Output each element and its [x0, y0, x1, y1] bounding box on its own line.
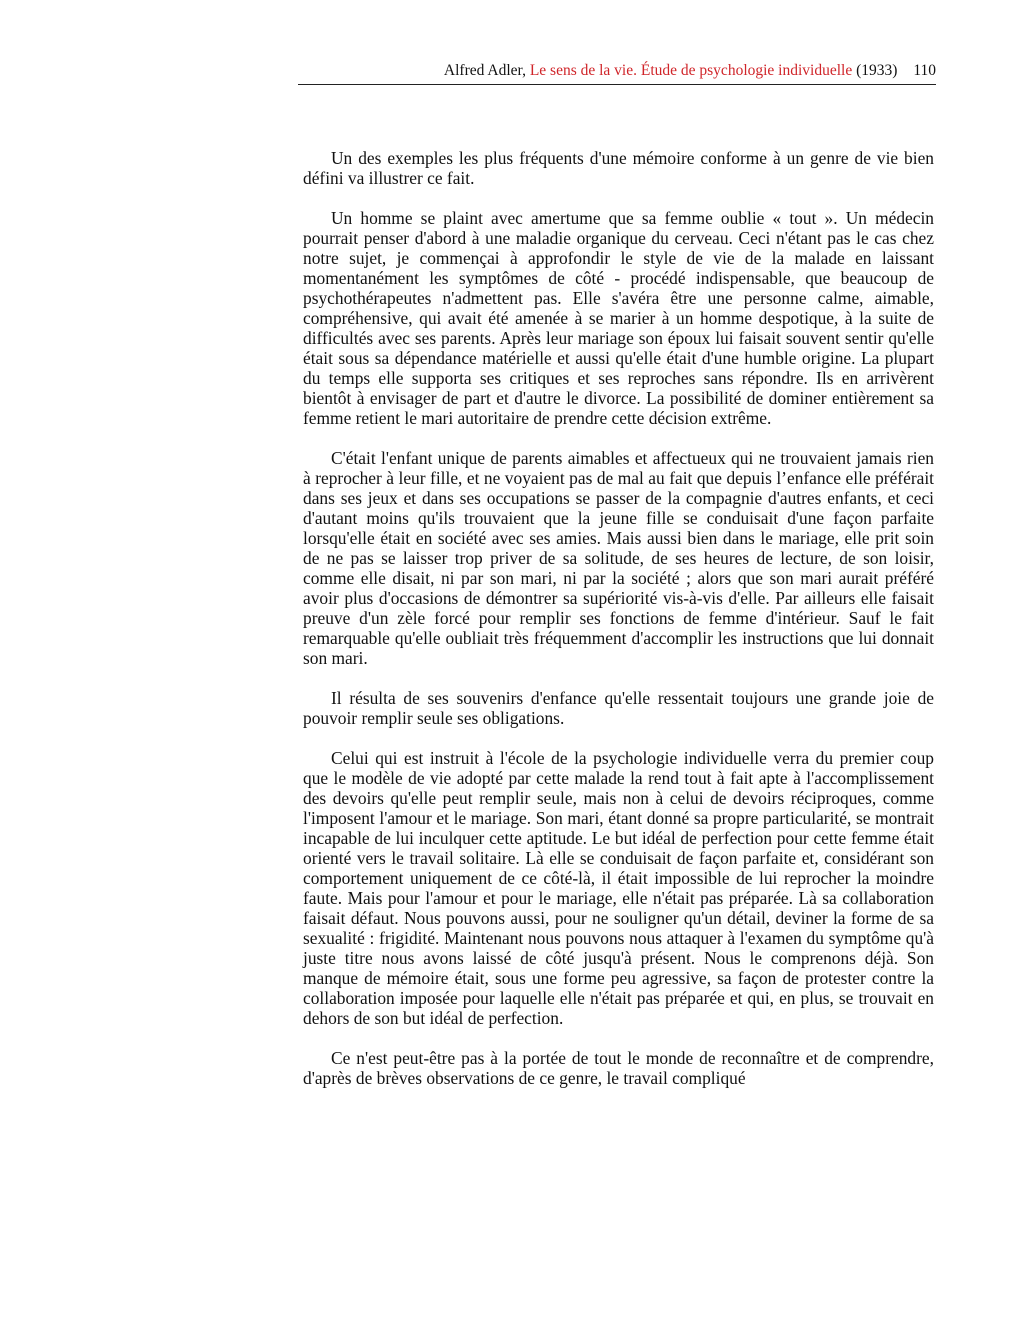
paragraph-2: Un homme se plaint avec amertume que sa femme oublie « tout ». Un médecin pourrait penser d'abord à une maladie organique du cerveau. Ceci n'étant pas le cas chez notre sujet, je commençai à approfondir le style de vie de la malade en laissant momentanément les symptômes de côté - procédé indispensable, que beaucoup de psychothérapeutes n'admettent pas. Elle s'avéra être une personne calme, aimable, compréhensive, qui avait été amenée à se marier à un homme despotique, à la suite de difficultés avec ses parents. Après leur mariage son époux lui faisait souvent sentir qu'elle était sous sa dépendance matérielle et aussi qu'elle était d'une humble origine. La plupart du temps elle supporta ses critiques et ses reproches sans répondre. Ils en arrivèrent bientôt à envisager de part et d'autre le divorce. La possibilité de dominer entièrement sa femme retient le mari autoritaire de prendre cette décision extrême.	[303, 208, 934, 428]
header-book-title: Le sens de la vie. Étude de psychologie individuelle	[529, 62, 853, 79]
header-author: Alfred Adler,	[443, 62, 526, 79]
page-number: 110	[913, 62, 936, 79]
paragraph-6: Ce n'est peut-être pas à la portée de tout le monde de reconnaître et de comprendre, d'après de brèves observations de ce genre, le travail compliqué	[303, 1048, 934, 1088]
paragraph-4: Il résulta de ses souvenirs d'enfance qu'elle ressentait toujours une grande joie de pouvoir remplir seule ses obligations.	[303, 688, 934, 728]
paragraph-3: C'était l'enfant unique de parents aimables et affectueux qui ne trouvaient jamais rien à reprocher à leur fille, et ne voyaient pas de mal au fait que depuis l’enfance elle préférait dans ses jeux et dans ses occupations se passer de la compagnie d'autres enfants, et ceci d'autant moins qu'ils trouvaient que la jeune fille se conduisait d'une façon parfaite lorsqu'elle était en société avec ses amies. Mais aussi bien dans le mariage, elle prit soin de ne pas se laisser trop priver de sa solitude, de ses heures de lecture, de son loisir, comme elle disait, ni par son mari, ni par la société ; alors que son mari aurait préféré avoir plus d'occasions de démontrer sa supériorité vis-à-vis d'elle. Par ailleurs elle faisait preuve d'un zèle forcé pour remplir ses fonctions de femme d'intérieur. Sauf le fait remarquable qu'elle oubliait très fréquemment d'accomplir les instructions que lui donnait son mari.	[303, 448, 934, 668]
body-text	[303, 148, 934, 1108]
paragraph-5: Celui qui est instruit à l'école de la psychologie individuelle verra du premier coup que le modèle de vie adopté par cette malade la rend tout à fait apte à l'accomplissement des devoirs qu'elle peut remplir seule, mais non à celui de devoirs réciproques, comme l'imposent l'amour et le mariage. Son mari, étant donné sa propre particularité, se montrait incapable de lui inculquer cette aptitude. Le but idéal de perfection pour cette femme était orienté vers le travail solitaire. Là elle se conduisait de façon parfaite et, considérant son comportement uniquement de ce côté-là, il était impossible de lui reprocher la moindre faute. Mais pour l'amour et pour le mariage, elle n'était pas préparée. Là sa collaboration faisait défaut. Nous pouvons aussi, pour ne souligner qu'un détail, deviner la forme de sa sexualité : frigidité. Maintenant nous pouvons nous attaquer à l'examen du symptôme qu'à juste titre nous avons laissé de côté jusqu'à présent. Nous le comprenons déjà. Son manque de mémoire était, sous une forme peu agressive, sa façon de protester contre la collaboration imposée pour laquelle elle n'était pas préparée et qui, en plus, se trouvait en dehors de son but idéal de perfection.	[303, 748, 934, 1028]
paragraph-1: Un des exemples les plus fréquents d'une mémoire conforme à un genre de vie bien défini va illustrer ce fait.	[303, 148, 934, 188]
header-year: (1933)	[856, 62, 898, 79]
running-header	[300, 61, 936, 81]
header-rule	[298, 84, 936, 85]
